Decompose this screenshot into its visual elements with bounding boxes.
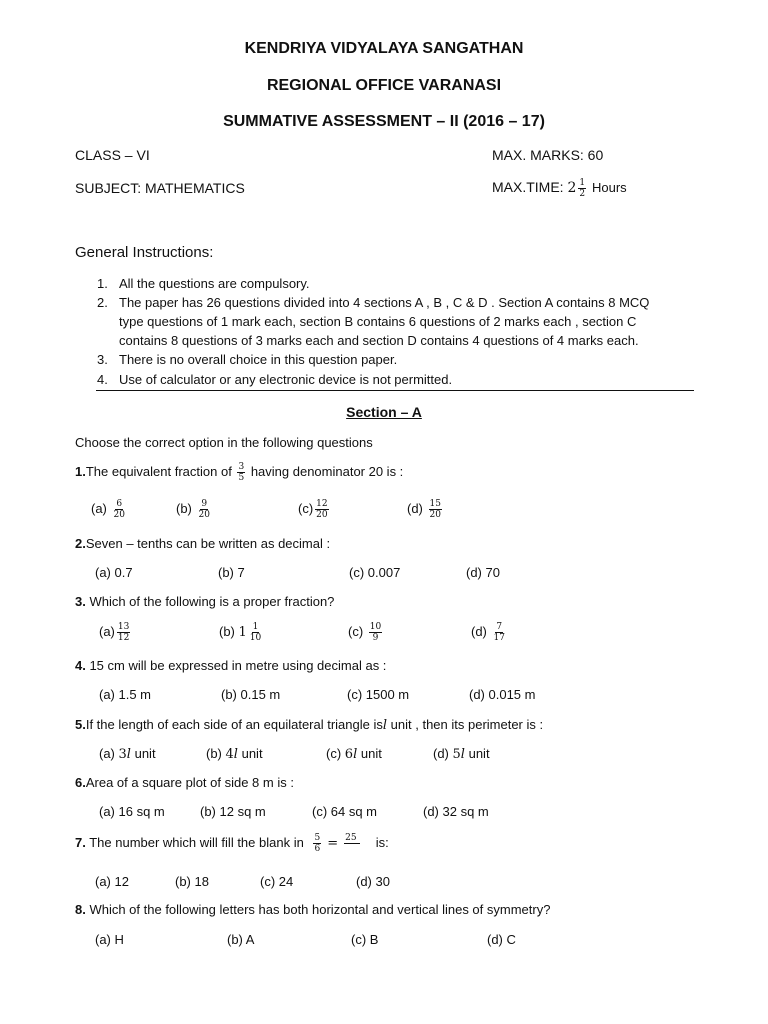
fraction-numerator: 7	[496, 622, 503, 632]
max-time-prefix: MAX.TIME:	[492, 179, 564, 196]
instruction-number: 2.	[97, 295, 108, 310]
question-5	[75, 717, 543, 733]
option-7a[interactable]: (a) 12	[95, 874, 129, 889]
option-1c[interactable]	[298, 499, 331, 520]
fraction-numerator: 3	[238, 462, 245, 472]
instruction-text: The paper has 26 questions divided into 4 sections A , B , C & D . Section A contains 8 MCQ	[119, 295, 650, 310]
option-fraction	[113, 499, 126, 520]
option-fraction	[198, 499, 211, 520]
instruction-text: Use of calculator or any electronic device is not permitted.	[119, 372, 453, 387]
instruction-2-line-3: contains 8 questions of 3 marks each and section D contains 4 questions of 4 marks each.	[119, 333, 639, 348]
max-time-num: 1	[579, 178, 586, 188]
option-6b[interactable]: (b) 12 sq m	[200, 804, 266, 819]
option-label: (b)	[219, 623, 235, 639]
instruction-2	[97, 295, 649, 310]
unit: unit	[360, 746, 382, 761]
fraction-numerator: 12	[316, 499, 328, 509]
option-fraction	[117, 622, 130, 643]
fraction-denominator: 17	[493, 633, 505, 643]
option-fraction	[315, 499, 328, 520]
mixed-whole: 1	[238, 624, 247, 640]
max-time	[492, 178, 627, 199]
equation-right-fraction	[344, 833, 360, 854]
blank-denominator	[351, 844, 353, 854]
question-fraction	[237, 462, 245, 483]
question-text-end: unit , then its perimeter is :	[387, 717, 544, 732]
option-7b[interactable]: (b) 18	[175, 874, 209, 889]
fraction-numerator: 15	[429, 499, 441, 509]
option-8b[interactable]: (b) A	[227, 932, 255, 947]
coefficient: 4	[225, 747, 234, 762]
variable: l	[460, 747, 465, 762]
question-text: 15 cm will be expressed in metre using decimal as :	[85, 658, 387, 673]
option-3d[interactable]	[471, 622, 508, 643]
question-1	[75, 462, 403, 483]
instruction-number: 3.	[97, 352, 108, 367]
equals-sign: =	[327, 835, 339, 851]
option-4a[interactable]: (a) 1.5 m	[99, 687, 152, 702]
max-time-whole: 2	[567, 180, 577, 197]
option-3b[interactable]	[219, 622, 264, 643]
option-1a[interactable]	[91, 499, 128, 520]
instruction-text: All the questions are compulsory.	[119, 276, 310, 291]
question-text: Which of the following letters has both horizontal and vertical lines of symmetry?	[85, 902, 551, 917]
unit: unit	[468, 746, 490, 761]
option-label: (c)	[298, 500, 314, 516]
fraction-denominator: 20	[316, 510, 328, 520]
question-number: 6.	[75, 775, 86, 790]
question-8	[75, 902, 550, 917]
max-time-suffix: Hours	[592, 180, 627, 196]
fraction-numerator: 9	[201, 499, 208, 509]
instruction-number: 4.	[97, 372, 108, 387]
equation-left-fraction	[313, 833, 321, 854]
option-3a[interactable]	[99, 622, 132, 643]
option-fraction	[249, 622, 262, 643]
instruction-number: 1.	[97, 276, 108, 291]
fraction-denominator: 5	[238, 473, 245, 483]
option-fraction	[429, 499, 442, 520]
fraction-numerator: 5	[314, 833, 321, 843]
question-text: Area of a square plot of side 8 m is :	[85, 775, 294, 790]
question-number: 8.	[75, 902, 86, 917]
variable: l	[126, 747, 131, 762]
option-5a[interactable]	[99, 746, 156, 762]
question-2	[75, 536, 330, 551]
max-time-fraction	[578, 178, 586, 199]
question-number: 1.	[75, 463, 86, 479]
max-marks: MAX. MARKS: 60	[492, 147, 604, 163]
section-intro: Choose the correct option in the following questions	[75, 435, 373, 450]
option-4b[interactable]: (b) 0.15 m	[221, 687, 281, 702]
max-time-den: 2	[579, 189, 586, 199]
option-8a[interactable]: (a) H	[95, 932, 124, 947]
instruction-2-line-2: type questions of 1 mark each, section B contains 6 questions of 2 marks each , section C	[119, 314, 637, 329]
question-text: If the length of each side of an equilateral triangle is	[85, 717, 383, 732]
option-7d[interactable]: (d) 30	[356, 874, 390, 889]
option-2c[interactable]: (c) 0.007	[349, 565, 401, 580]
question-number: 5.	[75, 717, 86, 732]
school-title: KENDRIYA VIDYALAYA SANGATHAN	[244, 40, 524, 57]
question-text-end: having denominator 20 is :	[250, 463, 404, 479]
question-text: The equivalent fraction of	[85, 463, 232, 479]
question-number: 7.	[75, 834, 86, 850]
option-6c[interactable]: (c) 64 sq m	[312, 804, 378, 819]
fraction-denominator: 20	[113, 510, 125, 520]
option-5c[interactable]	[326, 746, 382, 762]
divider-line	[96, 390, 694, 391]
option-8c[interactable]: (c) B	[351, 932, 379, 947]
option-label: (d)	[471, 623, 487, 639]
question-7	[75, 833, 389, 854]
question-text: The number which will fill the blank in	[85, 834, 304, 850]
option-fraction	[369, 622, 382, 643]
option-label: (a)	[99, 623, 115, 639]
coefficient: 3	[118, 747, 127, 762]
exam-title: SUMMATIVE ASSESSMENT – II (2016 – 17)	[223, 113, 545, 130]
question-6	[75, 775, 294, 790]
fraction-denominator: 9	[372, 633, 379, 643]
instruction-3	[97, 352, 397, 367]
question-number: 4.	[75, 658, 86, 673]
question-4	[75, 658, 386, 673]
instruction-4	[97, 372, 452, 387]
fraction-denominator: 6	[314, 844, 321, 854]
option-4c[interactable]: (c) 1500 m	[347, 687, 410, 702]
subject-label: SUBJECT: MATHEMATICS	[75, 180, 245, 196]
variable: l	[353, 747, 358, 762]
question-text: Seven – tenths can be written as decimal :	[85, 536, 331, 551]
option-label: (c)	[348, 623, 364, 639]
question-number: 3.	[75, 594, 86, 609]
option-label: (a)	[99, 746, 115, 761]
coefficient: 5	[452, 747, 461, 762]
question-text: Which of the following is a proper fraction?	[85, 594, 335, 609]
fraction-denominator: 20	[198, 510, 210, 520]
question-3	[75, 594, 334, 609]
instruction-1	[97, 276, 310, 291]
option-1b[interactable]	[176, 499, 213, 520]
variable: l	[233, 747, 238, 762]
option-label: (a)	[91, 500, 107, 516]
class-label: CLASS – VI	[75, 147, 150, 163]
section-title: Section – A	[346, 404, 422, 420]
coefficient: 6	[344, 747, 354, 762]
option-5d[interactable]	[433, 746, 490, 762]
fraction-numerator: 10	[369, 622, 382, 632]
option-fraction	[493, 622, 506, 643]
unit: unit	[241, 746, 263, 761]
option-label: (b)	[176, 500, 192, 516]
option-4d[interactable]: (d) 0.015 m	[469, 687, 536, 702]
fraction-denominator: 12	[117, 633, 130, 643]
instruction-text: There is no overall choice in this question paper.	[119, 352, 398, 367]
fraction-denominator: 20	[429, 510, 441, 520]
fraction-numerator: 25	[344, 833, 360, 844]
option-5b[interactable]	[206, 746, 263, 762]
option-2a[interactable]: (a) 0.7	[95, 565, 133, 580]
variable-l: l	[382, 718, 388, 733]
option-8d[interactable]: (d) C	[487, 932, 516, 947]
office-title: REGIONAL OFFICE VARANASI	[266, 77, 502, 94]
option-label: (b)	[206, 746, 222, 761]
option-label: (d)	[433, 746, 449, 761]
instructions-heading: General Instructions:	[75, 244, 214, 261]
option-label: (c)	[326, 746, 342, 761]
option-6d[interactable]: (d) 32 sq m	[423, 804, 489, 819]
unit: unit	[134, 746, 156, 761]
option-3c[interactable]	[348, 622, 384, 643]
question-number: 2.	[75, 536, 86, 551]
option-7c[interactable]: (c) 24	[260, 874, 294, 889]
option-label: (d)	[407, 500, 423, 516]
option-6a[interactable]: (a) 16 sq m	[99, 804, 165, 819]
option-1d[interactable]	[407, 499, 444, 520]
question-text-end: is:	[375, 834, 389, 850]
fraction-numerator: 1	[252, 622, 259, 632]
option-2d[interactable]: (d) 70	[466, 565, 500, 580]
fraction-numerator: 13	[117, 622, 130, 632]
fraction-numerator: 6	[116, 499, 123, 509]
option-2b[interactable]: (b) 7	[218, 565, 245, 580]
fraction-denominator: 10	[249, 633, 262, 643]
